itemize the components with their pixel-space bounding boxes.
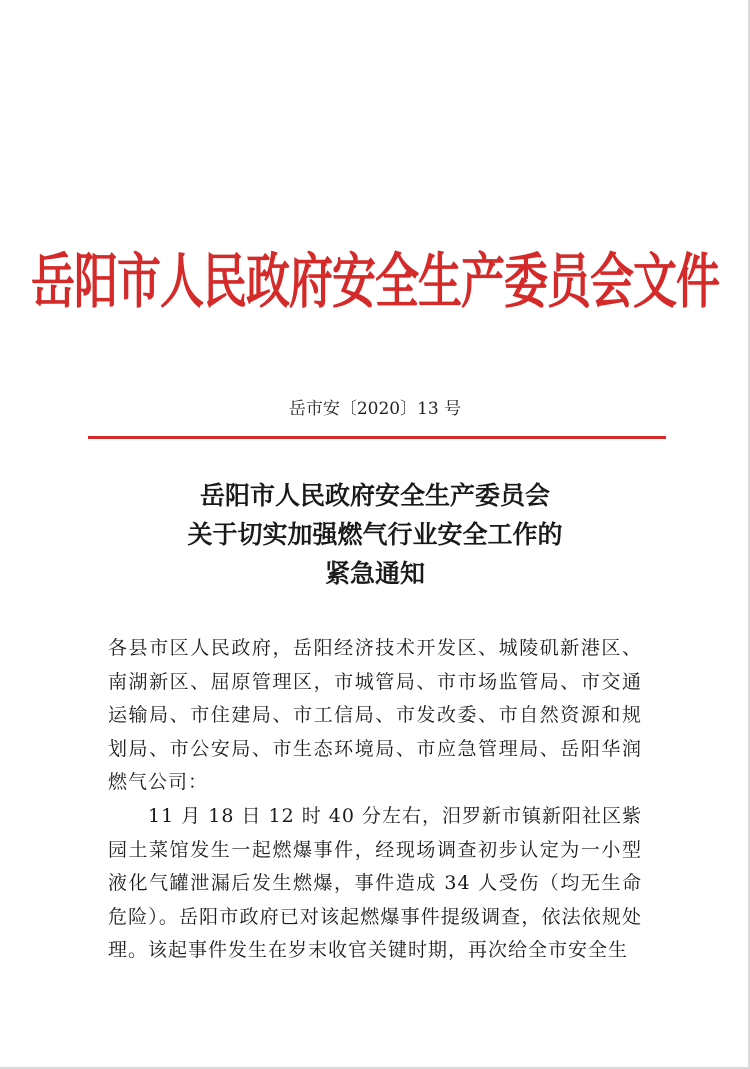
notice-title-line-1: 岳阳市人民政府安全生产委员会 xyxy=(199,481,550,510)
notice-title-line-3: 紧急通知 xyxy=(324,559,425,588)
red-divider-line xyxy=(88,436,666,439)
document-number: 岳市安〔2020〕13 号 xyxy=(288,399,462,419)
body-paragraph-1: 11 月 18 日 12 时 40 分左右，汨罗新市镇新阳社区紫园土菜馆发生一起燃爆事件，经现场调查初步认定为一小型液化气罐泄漏后发生燃爆，事件造成 34 人受伤（均无生命危险）。岳阳市政府已对该起燃爆事件提级调查，依法依规处理。该起事件发生在岁末收官关键时期，再次给全市安全生 xyxy=(108,804,642,962)
body-text xyxy=(108,632,642,968)
recipients-paragraph: 各县市区人民政府，岳阳经济技术开发区、城陵矶新港区、南湖新区、屈原管理区，市城管局、市市场监管局、市交通运输局、市住建局、市工信局、市发改委、市自然资源和规划局、市公安局、市生态环境局、市应急管理局、岳阳华润燃气公司： xyxy=(108,637,642,794)
notice-title-line-2: 关于切实加强燃气行业安全工作的 xyxy=(187,520,563,549)
notice-title xyxy=(0,476,750,593)
red-header-title: 岳阳市人民政府安全生产委员会文件 xyxy=(31,247,719,317)
